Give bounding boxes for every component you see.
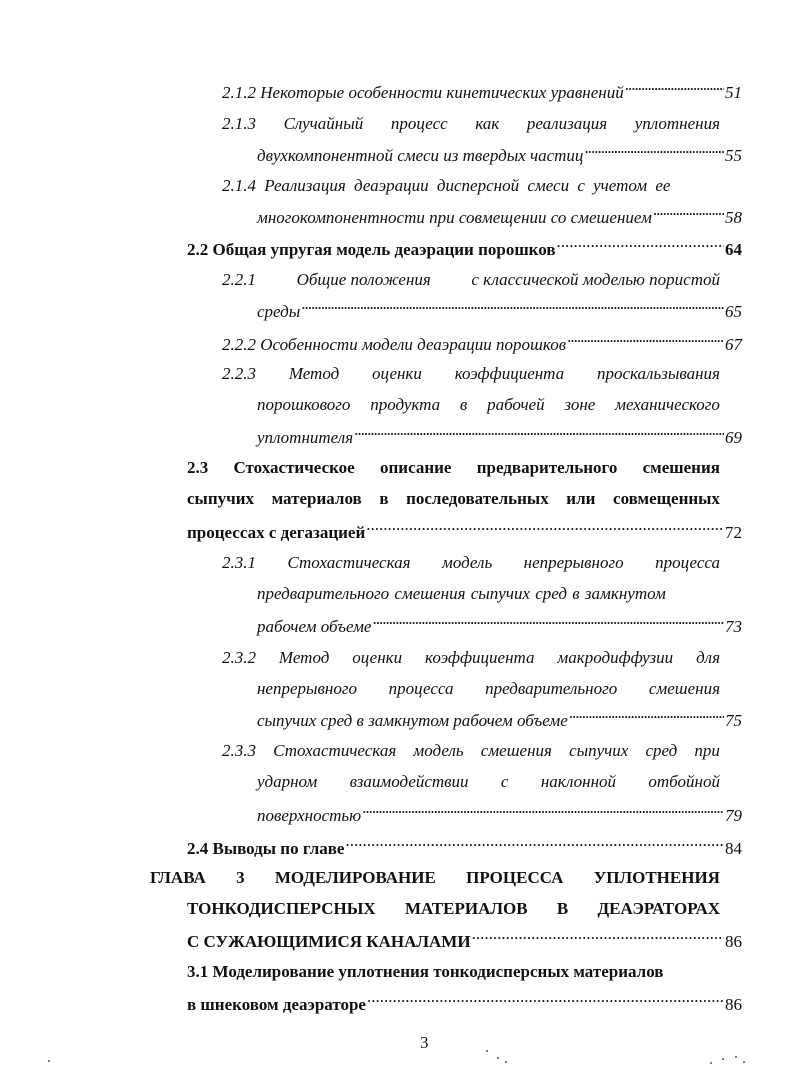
toc-section-3-1-line2[interactable]: [187, 990, 742, 1016]
toc-section-title: в шнековом деаэраторе: [187, 995, 366, 1014]
word: уплотнения: [634, 114, 720, 133]
word: предварительного: [485, 679, 618, 698]
word: продукта: [370, 395, 441, 414]
toc-page-number: 58: [725, 208, 742, 227]
word: Случайный: [283, 114, 364, 133]
scan-speck: [722, 1058, 724, 1060]
toc-entry-title: многокомпонентности при совмещении со смешением: [257, 208, 652, 227]
word: МАТЕРИАЛОВ: [404, 899, 528, 918]
word: сыпучих: [187, 489, 254, 508]
word: как: [475, 114, 500, 133]
toc-entry-title: предварительного смешения сыпучих сред в замкнутом: [257, 584, 666, 603]
word: МОДЕЛИРОВАНИЕ: [274, 868, 436, 887]
toc-entry-2-1-3-line1[interactable]: [222, 111, 720, 137]
toc-entry-2-1-4-line2[interactable]: [257, 203, 742, 229]
word: наклонной: [540, 772, 617, 791]
toc-entry-2-1-4-line1[interactable]: [222, 173, 720, 199]
word: ДЕАЭРАТОРАХ: [597, 899, 720, 918]
word: модель: [441, 553, 493, 572]
word: процесс: [390, 114, 448, 133]
word: коэффициента: [425, 648, 535, 667]
word: материалов: [271, 489, 362, 508]
word: порошкового: [257, 395, 351, 414]
scan-speck: [710, 1062, 712, 1064]
word: Стохастическая: [287, 553, 411, 572]
toc-entry-2-2-3-line2[interactable]: [257, 392, 720, 418]
toc-entry-2-2-3-line1[interactable]: [222, 361, 720, 387]
toc-entry-title: рабочем объеме: [257, 617, 372, 636]
word: ГЛАВА: [150, 868, 206, 887]
dot-leader: [625, 78, 724, 98]
word: или: [566, 489, 596, 508]
toc-section-2-3-line2[interactable]: [187, 486, 720, 512]
word: совмещенных: [613, 489, 720, 508]
page-number: 3: [420, 1033, 429, 1052]
dot-leader: [362, 801, 724, 821]
word: Стохастическое: [233, 458, 355, 477]
word: смешения: [642, 458, 720, 477]
word: оценки: [372, 364, 422, 383]
word: Метод: [288, 364, 340, 383]
word: 2.3.1: [222, 553, 256, 572]
word: отбойной: [648, 772, 720, 791]
word: непрерывного: [257, 679, 357, 698]
toc-entry-2-1-3-line2[interactable]: [257, 141, 742, 167]
word: 2.2.3: [222, 364, 256, 383]
dot-leader: [653, 203, 724, 223]
toc-page-number: 79: [725, 806, 742, 825]
scan-speck: [497, 1057, 499, 1059]
word: для: [696, 648, 720, 667]
word: УПЛОТНЕНИЯ: [593, 868, 720, 887]
toc-entry-title: среды: [257, 302, 301, 321]
word: зоне: [564, 395, 596, 414]
word: процесса: [388, 679, 454, 698]
toc-page-number: 86: [725, 995, 742, 1014]
word: 2.1.3: [222, 114, 256, 133]
word: 2.3.3: [222, 741, 256, 760]
toc-page-number: 65: [725, 302, 742, 321]
toc-entry-title: двухкомпонентной смеси из твердых частиц: [257, 146, 584, 165]
word: В: [556, 899, 569, 918]
scan-speck: [735, 1056, 737, 1058]
word: Общие положения: [296, 270, 431, 289]
toc-entry-title: уплотнителя: [257, 428, 354, 447]
toc-section-title: 3.1 Моделирование уплотнения тонкодисперсных материалов: [187, 962, 664, 981]
toc-page-number: 86: [725, 932, 742, 951]
toc-entry-2-2-2[interactable]: [222, 330, 742, 356]
scan-speck: [743, 1061, 745, 1063]
toc-entry-title: сыпучих сред в замкнутом рабочем объеме: [257, 711, 568, 730]
word: описание: [379, 458, 452, 477]
dot-leader: [345, 834, 724, 854]
toc-section-2-4[interactable]: [187, 834, 742, 860]
word: сред: [645, 741, 678, 760]
toc-section-title: 2.4 Выводы по главе: [187, 839, 345, 858]
word: сыпучих: [569, 741, 629, 760]
toc-entry-2-3-3-line3[interactable]: [257, 801, 742, 827]
toc-entry-2-2-1-line2[interactable]: [257, 297, 742, 323]
dot-leader: [354, 423, 724, 443]
word: Стохастическая: [273, 741, 397, 760]
word: 2.3.2: [222, 648, 256, 667]
toc-entry-title: 2.2.2 Особенности модели деаэрации порошков: [222, 335, 567, 354]
toc-entry-2-2-1-line1[interactable]: [222, 267, 720, 293]
scan-speck: [48, 1060, 50, 1062]
scan-speck: [486, 1050, 488, 1052]
dot-leader: [567, 330, 724, 350]
dot-leader: [372, 612, 724, 632]
toc-entry-2-2-3-line3[interactable]: [257, 423, 742, 449]
toc-page-number: 51: [725, 83, 742, 102]
word: макродиффузии: [557, 648, 674, 667]
toc-page-number: 69: [725, 428, 742, 447]
toc-entry-title: 2.1.2 Некоторые особенности кинетических уравнений: [222, 83, 624, 102]
toc-entry-2-3-2-line3[interactable]: [257, 706, 742, 732]
word: предварительного: [476, 458, 618, 477]
word: коэффициента: [454, 364, 565, 383]
dot-leader: [569, 706, 724, 726]
word: смешения: [648, 679, 720, 698]
word: ПРОЦЕССА: [466, 868, 564, 887]
toc-entry-2-3-1-line3[interactable]: [257, 612, 742, 638]
toc-section-2-3-line3[interactable]: [187, 518, 742, 544]
toc-chapter-3-line2[interactable]: [187, 896, 720, 922]
toc-entry-2-3-2-line2[interactable]: [257, 676, 720, 702]
dot-leader: [366, 518, 724, 538]
toc-page-number: 72: [725, 523, 742, 542]
toc-entry-2-3-3-line1[interactable]: [222, 738, 720, 764]
toc-page-number: 75: [725, 711, 742, 730]
scan-speck: [505, 1061, 507, 1063]
toc-page-number: 64: [725, 240, 742, 259]
word: 2.2.1: [222, 270, 256, 289]
toc-entry-2-3-2-line1[interactable]: [222, 645, 720, 671]
toc-section-title: 2.2 Общая упругая модель деаэрации порошков: [187, 240, 556, 259]
toc-page-number: 67: [725, 335, 742, 354]
word: смешения: [480, 741, 552, 760]
word: ударном: [257, 772, 318, 791]
word: взаимодействии: [349, 772, 469, 791]
word: оценки: [352, 648, 403, 667]
word: модель: [413, 741, 464, 760]
dot-leader: [557, 235, 724, 255]
word: процесса: [655, 553, 720, 572]
toc-page-number: 55: [725, 146, 742, 165]
toc-entry-2-3-3-line2[interactable]: [257, 769, 720, 795]
dot-leader: [472, 927, 724, 947]
word: Метод: [278, 648, 330, 667]
toc-entry-2-3-1-line2[interactable]: [257, 581, 720, 607]
word: непрерывного: [523, 553, 624, 572]
toc-section-2-2[interactable]: [187, 235, 742, 261]
toc-chapter-title: С СУЖАЮЩИМИСЯ КАНАЛАМИ: [187, 932, 471, 951]
toc-entry-2-3-1-line1[interactable]: [222, 550, 720, 576]
word: проскальзывания: [596, 364, 720, 383]
word: механического: [615, 395, 720, 414]
toc-page-number: 73: [725, 617, 742, 636]
dot-leader: [367, 990, 724, 1010]
word: с классической моделью пористой: [471, 270, 720, 289]
toc-chapter-3-line1[interactable]: [150, 865, 720, 891]
toc-section-2-3-line1[interactable]: [187, 455, 720, 481]
word: ТОНКОДИСПЕРСНЫХ: [187, 899, 376, 918]
dot-leader: [301, 297, 724, 317]
dot-leader: [584, 141, 724, 161]
word: 2.3: [187, 458, 209, 477]
word: последовательных: [406, 489, 549, 508]
word: в: [459, 395, 468, 414]
toc-entry-title: поверхностью: [257, 806, 362, 825]
word: реализация: [526, 114, 608, 133]
toc-entry-2-1-2[interactable]: [222, 78, 742, 104]
toc-section-3-1-line1[interactable]: [187, 959, 742, 985]
word: 3: [236, 868, 245, 887]
word: с: [500, 772, 509, 791]
word: при: [694, 741, 720, 760]
word: в: [379, 489, 389, 508]
toc-entry-title: 2.1.4 Реализация деаэрации дисперсной смеси с учетом ее: [222, 176, 671, 195]
toc-section-title: процессах с дегазацией: [187, 523, 366, 542]
toc-chapter-3-line3[interactable]: [187, 927, 742, 953]
word: рабочей: [487, 395, 545, 414]
toc-page-number: 84: [725, 839, 742, 858]
